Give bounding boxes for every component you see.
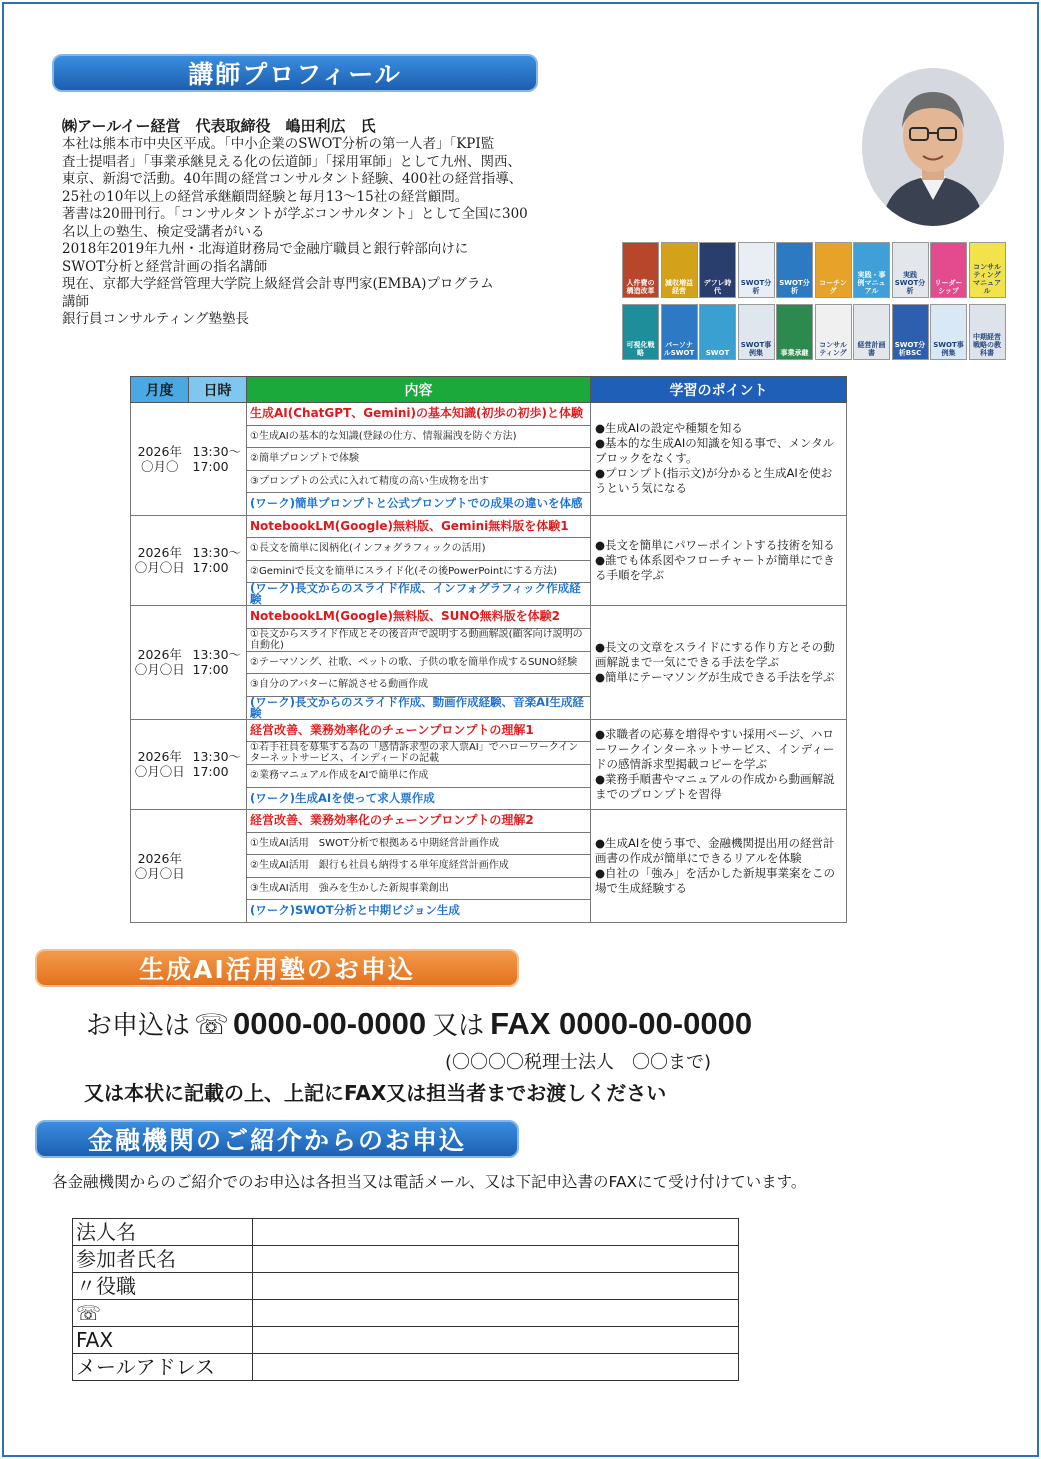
session-time-line: 13:30〜 bbox=[192, 545, 242, 561]
bio-line: 著書は20冊刊行。「コンサルタントが学ぶコンサルタント」として全国に300 bbox=[62, 206, 528, 222]
session-title: 経営改善、業務効率化のチェーンプロンプトの理解1 bbox=[247, 719, 591, 742]
form-label-company: 法人名 bbox=[73, 1219, 253, 1246]
session-item: ③プロンプトの公式に入れて精度の高い生成物を出す bbox=[247, 470, 591, 493]
form-field-company[interactable] bbox=[253, 1219, 739, 1246]
book-cover bbox=[853, 242, 890, 298]
session-workshop: (ワーク)長文からのスライド作成、動画作成経験、音楽AI生成経験 bbox=[247, 696, 591, 719]
session-workshop: (ワーク)SWOT分析と中期ビジョン生成 bbox=[247, 900, 591, 923]
book-cover bbox=[930, 242, 967, 298]
session-item: ②生成AI活用 銀行も社員も納得する単年度経営計画作成 bbox=[247, 855, 591, 878]
col-header-month: 月度 bbox=[131, 377, 189, 403]
book-cover bbox=[930, 304, 967, 360]
session-month bbox=[131, 515, 189, 606]
phone-icon: ☏ bbox=[194, 1008, 230, 1041]
application-form bbox=[72, 1218, 739, 1381]
session-month bbox=[131, 403, 189, 516]
session-item: ①若手社員を募集する為の「感情訴求型の求人票AI」でハローワークインターネットサービス、インディードの記載 bbox=[247, 742, 591, 765]
schedule-header-row bbox=[131, 377, 847, 403]
session-month-line: 〇月〇日 bbox=[134, 662, 185, 678]
book-title: 中期経営戦略の教科書 bbox=[973, 333, 1001, 357]
book-title: SWOT bbox=[705, 349, 730, 357]
session-month bbox=[131, 810, 189, 923]
session-time-line: 17:00 bbox=[192, 458, 229, 474]
form-row-fax bbox=[73, 1327, 739, 1354]
book-title: コーチング bbox=[819, 279, 847, 295]
session-month-line: 2026年 bbox=[137, 647, 182, 663]
book-cover bbox=[622, 304, 659, 360]
bank-header-text: 金融機関のご紹介からのお申込 bbox=[87, 1126, 466, 1155]
portrait-illustration bbox=[862, 68, 1004, 226]
book-title: コンサルティング bbox=[819, 341, 847, 357]
schedule-table bbox=[130, 376, 847, 923]
session-item: ③自分のアバターに解説させる動画作成 bbox=[247, 674, 591, 697]
apply-fax-number[interactable]: FAX 0000-00-0000 bbox=[490, 1006, 753, 1041]
apply-contact-person: (〇〇〇〇税理士法人 〇〇まで) bbox=[445, 1052, 712, 1073]
book-cover bbox=[969, 242, 1006, 298]
session-time-line: 17:00 bbox=[192, 560, 229, 576]
session-month-line: 2026年 bbox=[137, 443, 182, 459]
form-label-title: 〃役職 bbox=[73, 1273, 253, 1300]
book-cover bbox=[699, 304, 736, 360]
session-title: NotebookLM(Google)無料版、SUNO無料版を体験2 bbox=[247, 606, 591, 629]
session-month-line: 〇月〇日 bbox=[134, 764, 185, 780]
session-month-line: 2026年 bbox=[137, 850, 182, 866]
book-title: SWOT分析BSC bbox=[894, 341, 926, 357]
book-cover bbox=[892, 242, 929, 298]
form-field-fax[interactable] bbox=[253, 1327, 739, 1354]
col-header-points: 学習のポイント bbox=[591, 377, 847, 403]
session-month-line: 2026年 bbox=[137, 749, 182, 765]
bio-line: 講師 bbox=[62, 293, 89, 310]
session-learning-points: ●求職者の応募を増得やすい採用ページ、ハローワークインターネットサービス、インディードの感情訴求型掲載コピーを学ぶ ●業務手順書やマニュアルの作成から動画解説までのプロンプトを習得 bbox=[591, 719, 847, 810]
session-time-line: 13:30〜 bbox=[192, 443, 242, 459]
session-time bbox=[189, 606, 247, 720]
book-title: SWOT分析 bbox=[740, 279, 772, 295]
session-month-line: 〇月〇日 bbox=[134, 865, 185, 881]
session-item: ①長文からスライド作成とその後音声で説明する動画解説(顧客向け説明の自動化) bbox=[247, 628, 591, 651]
session-time bbox=[189, 719, 247, 810]
profile-header-text: 講師プロフィール bbox=[188, 60, 402, 89]
session-time bbox=[189, 810, 247, 923]
session-learning-points: ●長文の文章をスライドにする作り方とその動画解説まで一気にできる手法を学ぶ ●簡単にテーマソングが生成できる手法を学ぶ bbox=[591, 606, 847, 720]
instructor-portrait bbox=[862, 68, 1004, 226]
book-cover bbox=[738, 242, 775, 298]
bio-line: 本社は熊本市中央区平成。「中小企業のSWOT分析の第一人者」「KPI監 bbox=[62, 136, 495, 152]
book-title: 事業承継 bbox=[780, 349, 809, 357]
profile-header bbox=[52, 54, 538, 92]
book-title: パーソナルSWOT bbox=[663, 341, 695, 357]
session-month bbox=[131, 606, 189, 720]
form-row-participant bbox=[73, 1246, 739, 1273]
form-label-email: メールアドレス bbox=[73, 1354, 253, 1381]
book-cover bbox=[699, 242, 736, 298]
form-label-phone-icon: ☏ bbox=[73, 1300, 253, 1327]
bank-note bbox=[52, 1170, 806, 1192]
session-title: 経営改善、業務効率化のチェーンプロンプトの理解2 bbox=[247, 810, 591, 833]
book-title: コンサルティングマニュアル bbox=[973, 263, 1001, 295]
session-learning-points: ●長文を簡単にパワーポイントする技術を知る ●誰でも体系図やフローチャートが簡単にできる手順を学ぶ bbox=[591, 515, 847, 606]
session-item: ②テーマソング、社歌、ペットの歌、子供の歌を簡単作成するSUNO経験 bbox=[247, 651, 591, 674]
session-item: ②Geminiで長文を簡単にスライド化(その後PowerPointにする方法) bbox=[247, 560, 591, 583]
instructor-bio bbox=[62, 136, 602, 329]
schedule-row bbox=[131, 719, 847, 742]
bio-line: 25社の10年以上の経営承継顧問経験と毎月13〜15社の経営顧問。 bbox=[62, 188, 469, 205]
book-cover bbox=[661, 304, 698, 360]
book-covers bbox=[622, 242, 1006, 366]
apply-prefix: お申込は bbox=[86, 1011, 191, 1041]
apply-note: 又は本状に記載の上、上記にFAX又は担当者までお渡しください bbox=[84, 1081, 667, 1105]
form-label-participant: 参加者氏名 bbox=[73, 1246, 253, 1273]
book-cover bbox=[776, 242, 813, 298]
session-learning-points: ●生成AIを使う事で、金融機関提出用の経営計画書の作成が簡単にできるリアルを体験 ●自社の「強み」を活かした新規事業案をこの場で生成経験する bbox=[591, 810, 847, 923]
book-cover bbox=[892, 304, 929, 360]
session-item: ③生成AI活用 強みを生かした新規事業創出 bbox=[247, 877, 591, 900]
book-cover bbox=[815, 242, 852, 298]
book-title: SWOT分析 bbox=[779, 279, 810, 295]
book-cover bbox=[853, 304, 890, 360]
session-time-line: 17:00 bbox=[192, 764, 229, 780]
form-field-participant[interactable] bbox=[253, 1246, 739, 1273]
book-title: 人件費の構造改革 bbox=[626, 279, 655, 295]
schedule-row bbox=[131, 515, 847, 538]
apply-header-text: 生成AI活用塾のお申込 bbox=[139, 955, 415, 984]
bio-line: 査士提唱者」「事業承継見える化の伝道師」「採用軍師」として九州、関西、 bbox=[62, 153, 521, 170]
col-header-content: 内容 bbox=[247, 377, 591, 403]
session-time-line: 13:30〜 bbox=[192, 749, 242, 765]
book-cover bbox=[969, 304, 1006, 360]
bank-note-text: 各金融機関からのご紹介でのお申込は各担当又は電話メール、又は下記申込書のFAXにて受け付けています。 bbox=[52, 1173, 807, 1191]
book-title: リーダーシップ bbox=[934, 279, 963, 295]
book-title: SWOT事例集 bbox=[740, 341, 772, 357]
schedule-row bbox=[131, 606, 847, 629]
session-title: 生成AI(ChatGPT、Gemini)の基本知識(初歩の初歩)と体験 bbox=[247, 403, 591, 426]
bio-line: 2018年2019年九州・北海道財務局で金融庁職員と銀行幹部向けに bbox=[62, 241, 469, 257]
session-time bbox=[189, 403, 247, 516]
session-item: ①生成AIの基本的な知識(登録の仕方、情報漏洩を防ぐ方法) bbox=[247, 425, 591, 448]
session-workshop: (ワーク)長文からのスライド作成、インフォグラフィック作成経験 bbox=[247, 583, 591, 606]
book-cover bbox=[776, 304, 813, 360]
instructor-name: ㈱アールイー経営 代表取締役 嶋田利広 氏 bbox=[62, 117, 376, 135]
session-workshop: (ワーク)簡単プロンプトと公式プロンプトでの成果の違いを体感 bbox=[247, 493, 591, 516]
book-cover bbox=[738, 304, 775, 360]
book-title: SWOT事例集 bbox=[933, 341, 964, 357]
form-label-fax: FAX bbox=[73, 1327, 253, 1354]
book-title: 減収増益経営 bbox=[665, 279, 693, 295]
form-row-title bbox=[73, 1273, 739, 1300]
session-month bbox=[131, 719, 189, 810]
book-cover bbox=[622, 242, 659, 298]
session-month-line: 〇月〇 bbox=[140, 458, 179, 474]
form-row-phone bbox=[73, 1300, 739, 1327]
col-header-datetime: 日時 bbox=[189, 377, 247, 403]
apply-header bbox=[35, 949, 519, 987]
session-learning-points: ●生成AIの設定や種類を知る ●基本的な生成AIの知識を知る事で、メンタルブロックをなくす。 ●プロンプト(指示文)が分かると生成AIを使おうという気になる bbox=[591, 403, 847, 516]
apply-contact-line bbox=[86, 1005, 752, 1042]
session-item: ①長文を簡単に図柄化(インフォグラフィックの活用) bbox=[247, 538, 591, 561]
session-month-line: 2026年 bbox=[137, 545, 182, 561]
form-field-title[interactable] bbox=[253, 1273, 739, 1300]
form-row-company bbox=[73, 1219, 739, 1246]
session-title: NotebookLM(Google)無料版、Gemini無料版を体験1 bbox=[247, 515, 591, 538]
book-title: 可視化戦略 bbox=[626, 341, 655, 357]
session-workshop: (ワーク)生成AIを使って求人票作成 bbox=[247, 787, 591, 810]
book-cover bbox=[815, 304, 852, 360]
schedule-row bbox=[131, 810, 847, 833]
book-title: 実践・事例マニュアル bbox=[857, 271, 886, 295]
form-field-email[interactable] bbox=[253, 1354, 739, 1381]
bio-line: 銀行員コンサルティング塾塾長 bbox=[62, 311, 249, 327]
session-time-line: 13:30〜 bbox=[192, 647, 242, 663]
apply-or: 又は bbox=[432, 1011, 485, 1041]
session-month-line: 〇月〇日 bbox=[134, 560, 185, 576]
bio-line: SWOT分析と経営計画の指名講師 bbox=[62, 258, 268, 275]
book-cover bbox=[661, 242, 698, 298]
schedule-row bbox=[131, 403, 847, 426]
bio-line: 名以上の塾生、検定受講者がいる bbox=[62, 223, 265, 240]
bank-header bbox=[35, 1120, 519, 1158]
form-field-phone[interactable] bbox=[253, 1300, 739, 1327]
session-time-line: 17:00 bbox=[192, 662, 229, 678]
session-item: ②業務マニュアル作成をAIで簡単に作成 bbox=[247, 765, 591, 788]
form-row-email bbox=[73, 1354, 739, 1381]
book-title: 経営計画書 bbox=[857, 341, 886, 357]
session-item: ②簡単プロンプトで体験 bbox=[247, 448, 591, 471]
book-title: 実践SWOT分析 bbox=[894, 271, 926, 295]
session-item: ①生成AI活用 SWOT分析で根拠ある中期経営計画作成 bbox=[247, 832, 591, 855]
book-title: デフレ時代 bbox=[703, 279, 732, 295]
session-time bbox=[189, 515, 247, 606]
bio-line: 現在、京都大学経営管理大学院上級経営会計専門家(EMBA)プログラム bbox=[62, 276, 494, 292]
apply-tel-number[interactable]: 0000-00-0000 bbox=[233, 1006, 427, 1041]
bio-line: 東京、新潟で活動。40年間の経営コンサルタント経験、400社の経営指導、 bbox=[62, 171, 523, 187]
